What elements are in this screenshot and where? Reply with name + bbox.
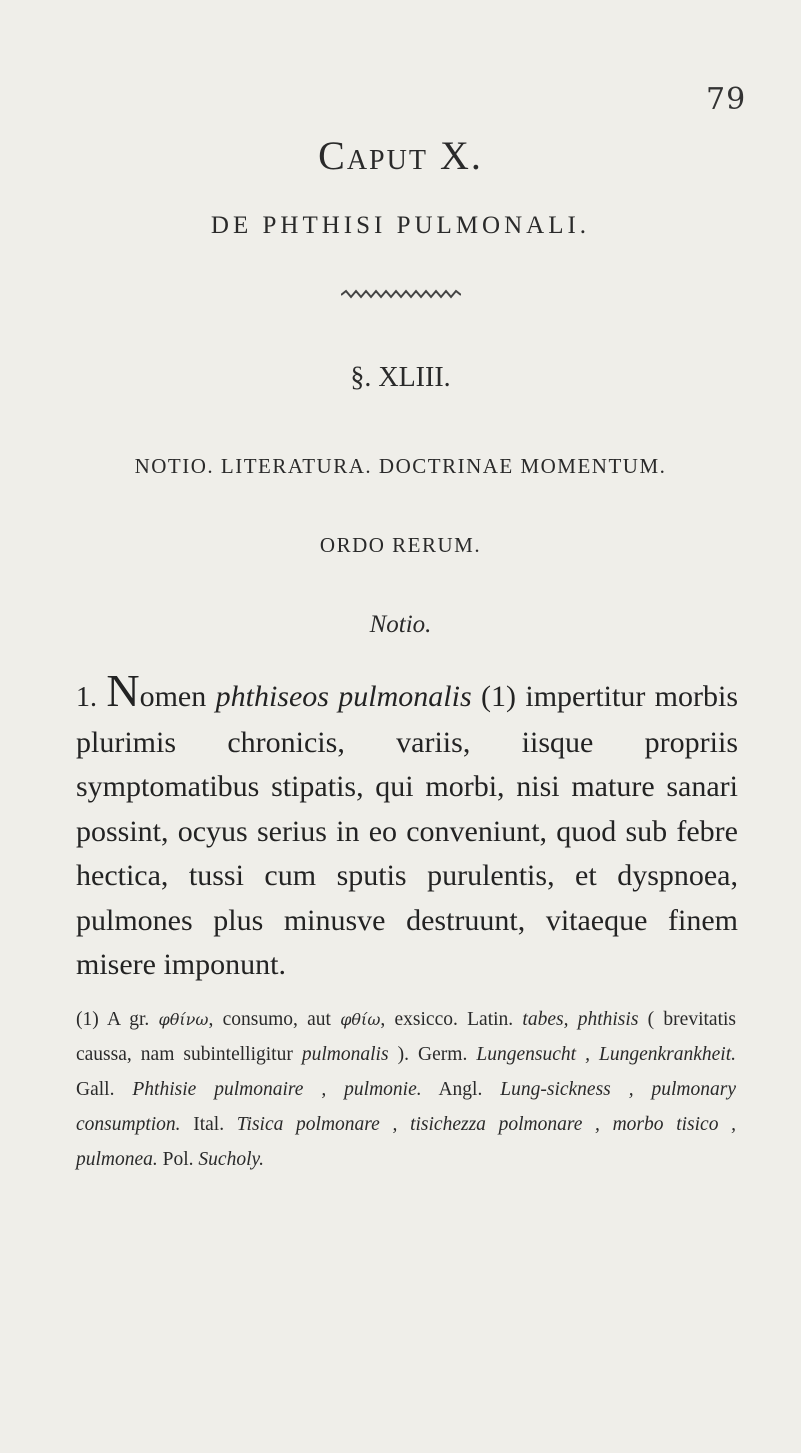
- page-number: 79: [706, 82, 747, 117]
- latin-terms: tabes, phthisis: [522, 1009, 639, 1030]
- ital-label: Ital.: [193, 1114, 225, 1135]
- footnote-lead: A gr.: [106, 1009, 150, 1030]
- germ-terms: Lungensucht , Lungenkrankheit.: [476, 1044, 737, 1065]
- chapter-title: DE PHTHISI PULMONALI.: [210, 212, 591, 239]
- section-subjects: NOTIO. LITERATURA. DOCTRINAE MOMENTUM.: [134, 454, 667, 478]
- pol-terms: Sucholy.: [198, 1149, 264, 1170]
- latin-note-open: ( brevitatis caussa, nam subintelligitur: [76, 1009, 736, 1065]
- latin-note-close: ).: [397, 1044, 409, 1065]
- ornamental-rule: [341, 289, 461, 301]
- footnote: [76, 1002, 736, 1177]
- main-paragraph: [76, 665, 739, 988]
- drop-cap: N: [106, 665, 140, 716]
- first-word-rest: omen: [139, 680, 207, 713]
- section-ordo: ORDO RERUM.: [319, 533, 482, 557]
- germ-label: Germ.: [418, 1044, 468, 1065]
- defined-term: phthiseos pulmonalis: [215, 680, 472, 713]
- greek-word-1: φθίνω: [158, 1010, 209, 1029]
- greek-word-2: φθίω: [340, 1010, 381, 1029]
- paragraph-number: 1.: [76, 682, 97, 713]
- latin-note-term: pulmonalis: [301, 1044, 389, 1065]
- angl-terms: Lung-sickness , pulmonary consumption.: [76, 1079, 737, 1135]
- paragraph-text: impertitur morbis plurimis chronicis, variis, iisque propriis symptomatibus stipatis, qui morbi, nisi mature sanari possint, ocyus serius in eo conveniunt, quod sub febre hectica, tussi cum sputis purulentis, et dyspnoea, pulmones plus minusve destruunt, vitaeque finem misere imponunt.: [76, 680, 739, 981]
- footnote-mid-2: , exsicco. Latin.: [380, 1009, 514, 1030]
- pol-label: Pol.: [162, 1149, 194, 1170]
- footnote-reference: (1): [481, 680, 516, 713]
- gall-label: Gall.: [76, 1079, 115, 1100]
- footnote-mid-1: , consumo, aut: [208, 1009, 331, 1030]
- section-number: §. XLIII.: [350, 362, 451, 393]
- angl-label: Angl.: [438, 1079, 483, 1100]
- chapter-heading: Caput X.: [318, 133, 483, 178]
- gall-terms: Phthisie pulmonaire , pulmonie.: [132, 1079, 422, 1100]
- subsection-title: Notio.: [369, 611, 432, 638]
- footnote-marker: (1): [76, 1009, 99, 1030]
- ital-terms: Tisica polmonare , tisichezza polmonare , morbo tisico , pulmonea.: [76, 1114, 737, 1170]
